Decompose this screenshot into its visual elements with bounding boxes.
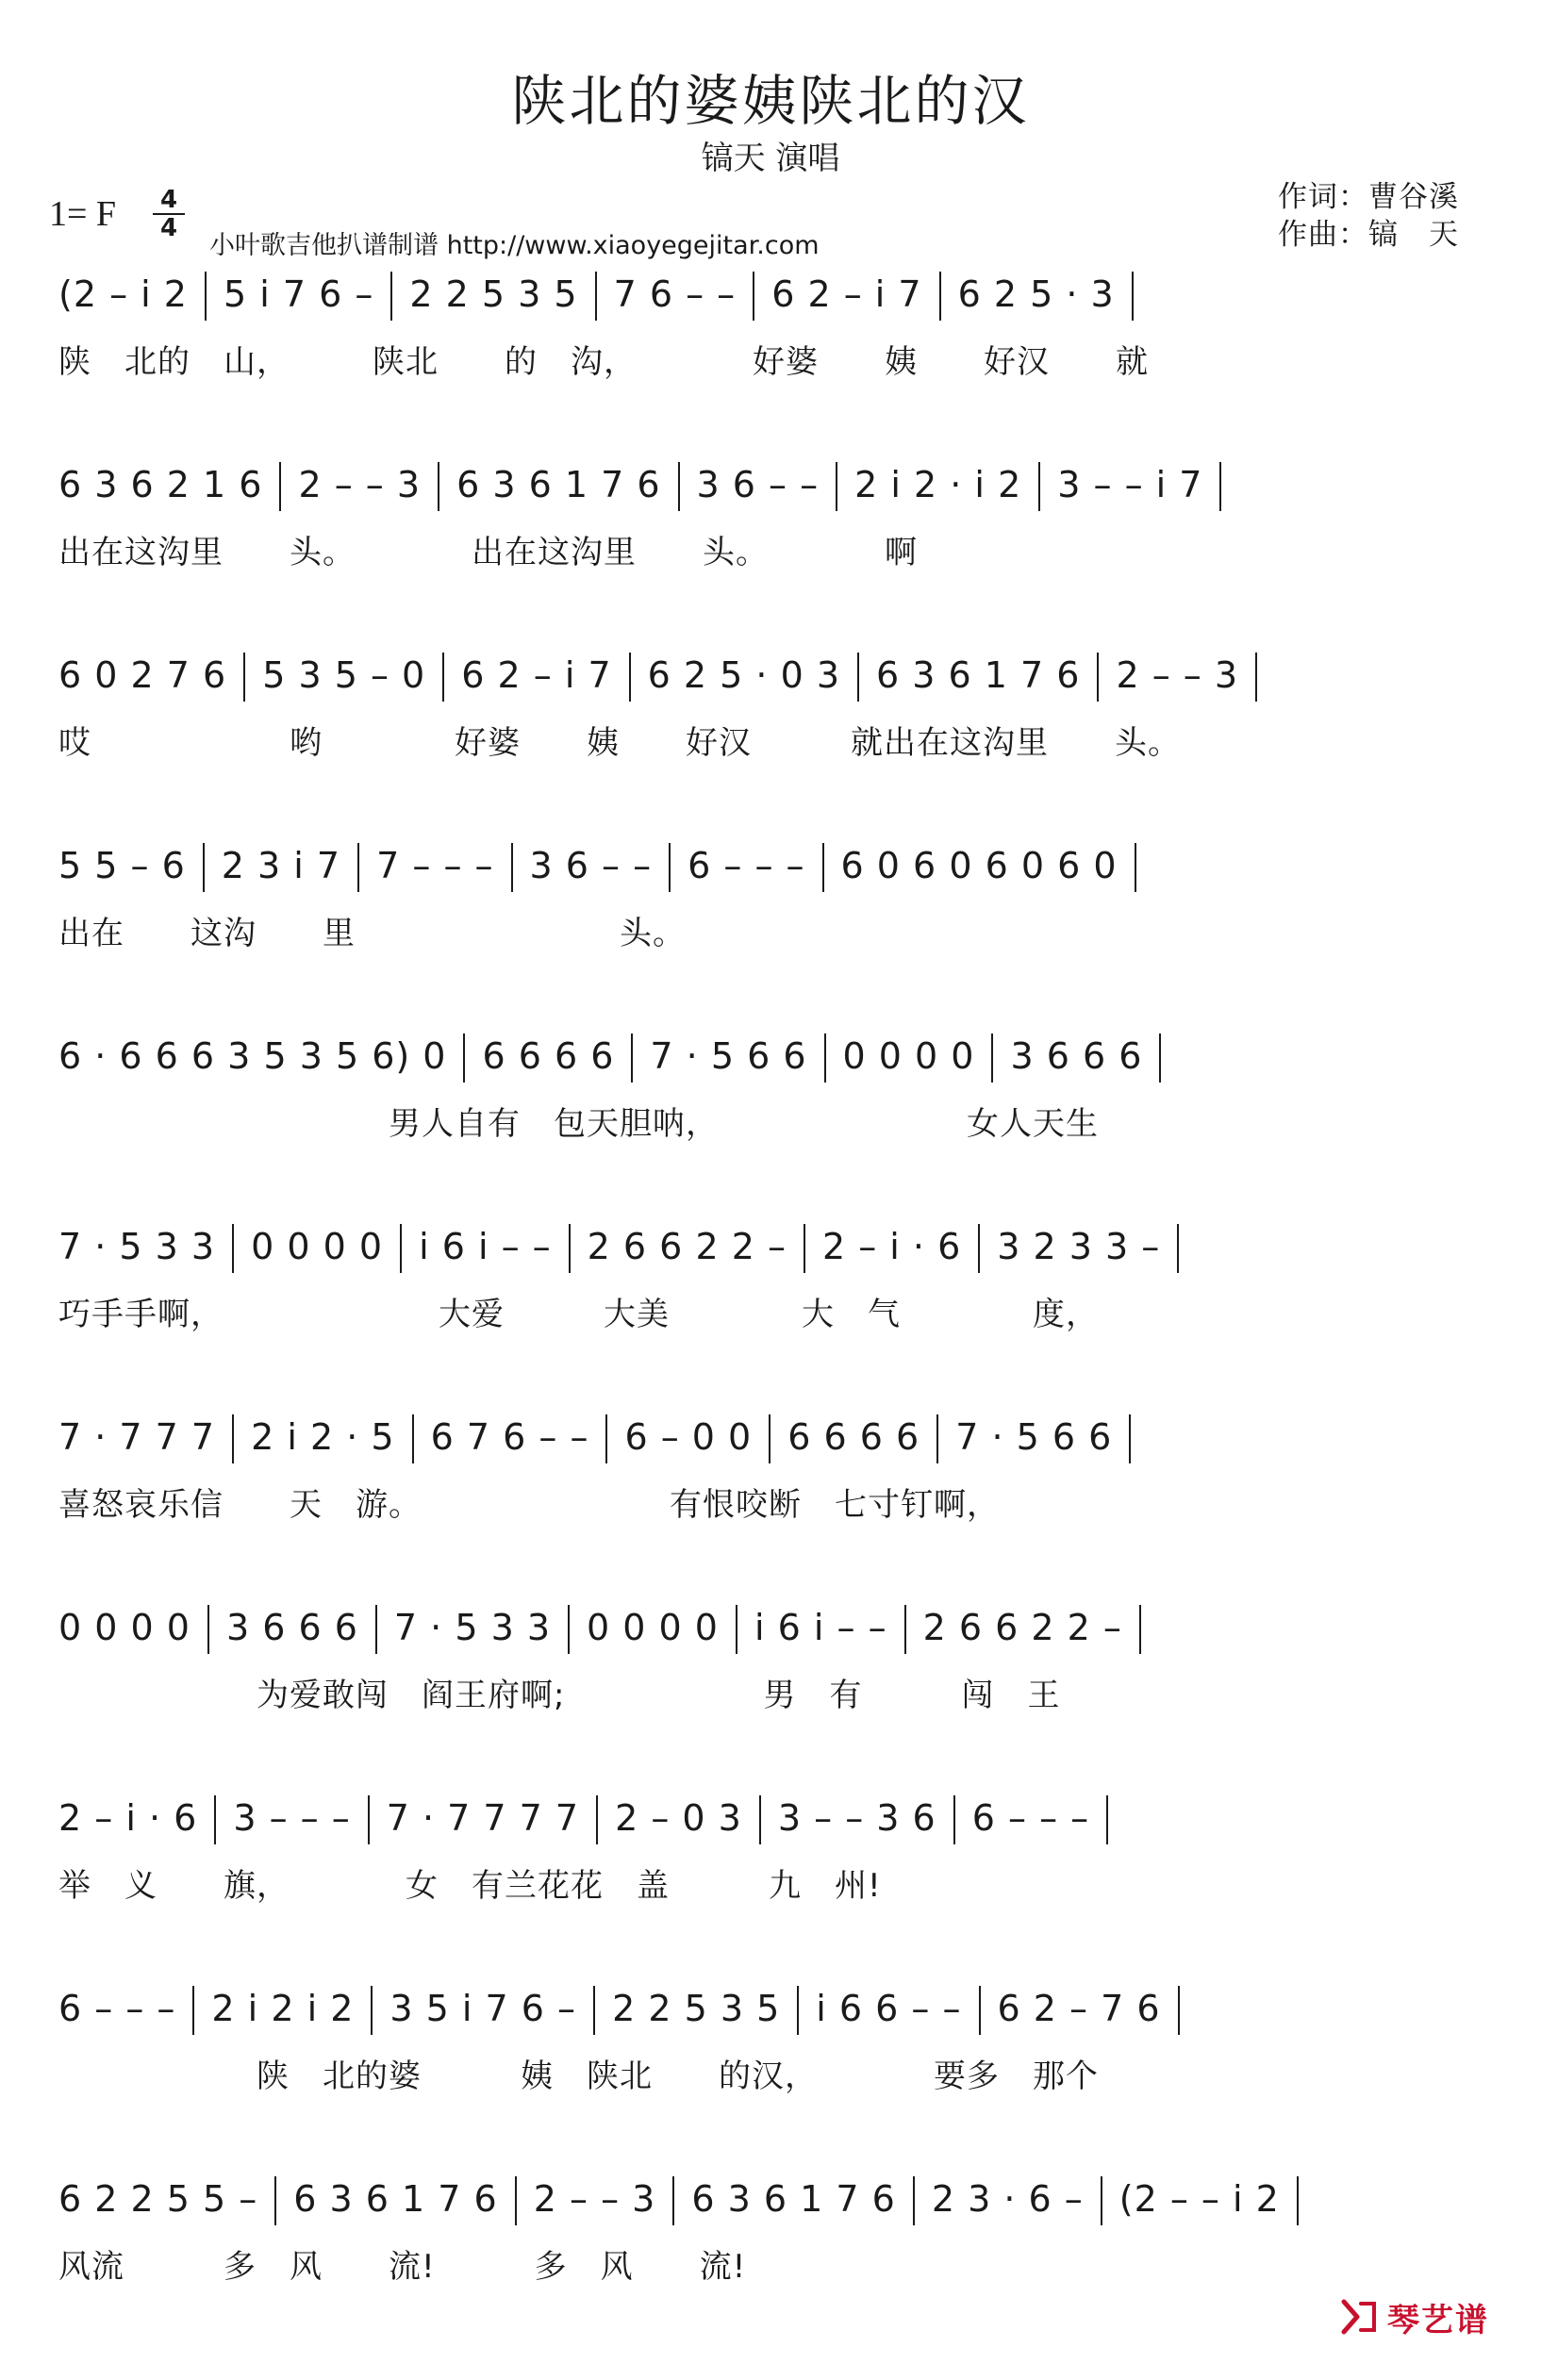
notation-row	[58, 1224, 1492, 1281]
measure: 2 – – 3	[1116, 653, 1239, 696]
barline	[904, 1605, 906, 1654]
notation-row	[58, 843, 1492, 900]
measure: 7 · 5 6 6	[955, 1415, 1113, 1458]
barline	[279, 462, 281, 511]
measure: 6 2 2 5 5 –	[58, 2177, 258, 2220]
barline	[207, 1605, 209, 1654]
barline	[390, 272, 392, 321]
lyrics-row: 出在 这沟 里 头。	[58, 915, 686, 952]
barline	[569, 1224, 571, 1273]
measure: 6 7 6 – –	[430, 1415, 589, 1458]
score-system	[58, 1967, 1492, 2108]
score-system	[58, 824, 1492, 966]
barline	[629, 653, 631, 702]
notation-row	[58, 1605, 1492, 1661]
notation-row	[58, 272, 1492, 328]
measure: 6 2 5 · 0 3	[647, 653, 840, 696]
measure: 6 – – –	[971, 1796, 1090, 1839]
barline	[759, 1795, 761, 1844]
barline	[400, 1224, 402, 1273]
barline	[371, 1986, 373, 2035]
measure: i 6 6 – –	[816, 1987, 962, 2029]
barline	[1129, 1414, 1131, 1463]
measure: 6 – 0 0	[624, 1415, 753, 1458]
barline	[1178, 1986, 1180, 2035]
measure: 3 – – 3 6	[777, 1796, 936, 1839]
measure: 6 6 6 6	[482, 1034, 615, 1077]
barline	[205, 272, 207, 321]
time-signature	[153, 187, 185, 241]
measure: 2 – i · 6	[821, 1225, 962, 1267]
measure: 6 2 – i 7	[461, 653, 612, 696]
key-signature: 1= F	[49, 194, 117, 234]
notation-row	[58, 1414, 1492, 1471]
measure: i 6 i – –	[754, 1606, 887, 1648]
measure: 6 3 6 1 7 6	[691, 2177, 896, 2220]
watermark	[1338, 2293, 1489, 2340]
score-system	[58, 1015, 1492, 1156]
measure: 5 i 7 6 –	[223, 273, 374, 315]
measure: 2 – i · 6	[58, 1796, 198, 1839]
lyricist-credit: 作词：曹谷溪	[1278, 180, 1459, 214]
lyrics-row: 出在这沟里 头。 出在这沟里 头。 啊	[58, 534, 918, 571]
measure: 2 – – 3	[298, 463, 422, 505]
measure: 2 6 6 2 2 –	[587, 1225, 787, 1267]
barline	[857, 653, 859, 702]
barline	[822, 843, 824, 892]
barline	[1106, 1795, 1108, 1844]
barline	[1219, 462, 1221, 511]
score-system	[58, 1396, 1492, 1537]
barline	[836, 462, 837, 511]
barline	[368, 1795, 370, 1844]
measure: 2 3 i 7	[221, 844, 341, 886]
measure: 6 3 6 1 7 6	[293, 2177, 498, 2220]
song-title: 陕北的婆姨陕北的汉	[511, 69, 1030, 133]
barline	[243, 653, 245, 702]
measure: 7 – – –	[376, 844, 494, 886]
barline	[678, 462, 680, 511]
barline	[192, 1986, 194, 2035]
barline	[1038, 462, 1040, 511]
measure: (2 – i 2	[58, 273, 188, 315]
barline	[953, 1795, 955, 1844]
source-credit: 小叶歌吉他扒谱制谱 http://www.xiaoyegejitar.com	[209, 231, 820, 260]
barline	[1132, 272, 1134, 321]
barline	[203, 843, 205, 892]
barline	[515, 2176, 517, 2225]
measure: 2 – 0 3	[615, 1796, 742, 1839]
score-system	[58, 634, 1492, 775]
measure: 6 0 2 7 6	[58, 653, 227, 696]
measure: 6 6 6 6	[787, 1415, 920, 1458]
measure: 2 – – 3	[533, 2177, 656, 2220]
measure: 6 3 6 1 7 6	[876, 653, 1081, 696]
lyrics-row: 巧手手啊， 大爱 大美 大 气 度，	[58, 1296, 1099, 1333]
barline	[1097, 653, 1099, 702]
barline	[1159, 1033, 1161, 1083]
score-system	[58, 253, 1492, 394]
notation-row	[58, 1033, 1492, 1090]
measure: (2 – – i 2	[1118, 2177, 1280, 2220]
notation-row	[58, 653, 1492, 709]
lyrics-row: 陕 北的婆 姨 陕北 的汉， 要多 那个	[58, 2058, 1099, 2095]
score-system	[58, 1777, 1492, 1918]
barline	[769, 1414, 770, 1463]
measure: 2 6 6 2 2 –	[922, 1606, 1122, 1648]
measure: 3 6 – –	[696, 463, 820, 505]
measure: 6 2 5 · 3	[957, 273, 1115, 315]
barline	[979, 1986, 981, 2035]
measure: 2 i 2 · i 2	[854, 463, 1022, 505]
measure: 5 3 5 – 0	[262, 653, 426, 696]
barline	[274, 2176, 276, 2225]
notation-row	[58, 2176, 1492, 2233]
barline	[1101, 2176, 1102, 2225]
measure: 3 2 3 3 –	[997, 1225, 1161, 1267]
barline	[672, 2176, 674, 2225]
barline	[631, 1033, 633, 1083]
notation-row	[58, 462, 1492, 519]
qinyipu-logo-icon	[1338, 2296, 1380, 2338]
barline	[939, 272, 941, 321]
lyrics-row: 喜怒哀乐信 天 游。 有恨咬断 七寸钉啊，	[58, 1486, 1000, 1524]
measure: 7 · 5 3 3	[393, 1606, 552, 1648]
measure: 2 2 5 3 5	[612, 1987, 781, 2029]
measure: 2 i 2 i 2	[211, 1987, 355, 2029]
lyrics-row: 举 义 旗， 女 有兰花花 盖 九 州!	[58, 1867, 882, 1905]
score-system	[58, 1586, 1492, 1727]
measure: 0 0 0 0	[58, 1606, 191, 1648]
barline	[232, 1224, 234, 1273]
measure: 6 – – –	[58, 1987, 176, 2029]
barline	[978, 1224, 980, 1273]
measure: 6 – – –	[688, 844, 805, 886]
measure: 0 0 0 0	[842, 1034, 975, 1077]
barline	[511, 843, 513, 892]
barline	[1139, 1605, 1141, 1654]
barline	[605, 1414, 607, 1463]
barline	[913, 2176, 915, 2225]
measure: 3 5 i 7 6 –	[389, 1987, 577, 2029]
barline	[412, 1414, 414, 1463]
score-system	[58, 443, 1492, 585]
barline	[1255, 653, 1257, 702]
barline	[463, 1033, 465, 1083]
measure: 7 · 5 3 3	[58, 1225, 216, 1267]
time-denominator: 4	[153, 213, 185, 241]
performer-line: 镐天 演唱	[701, 140, 840, 177]
barline	[438, 462, 439, 511]
barline	[232, 1414, 234, 1463]
composer-credit: 作曲：镐 天	[1278, 218, 1459, 252]
barline	[936, 1414, 938, 1463]
measure: 6 3 6 1 7 6	[456, 463, 661, 505]
measure: 5 5 – 6	[58, 844, 186, 886]
score-system	[58, 2157, 1492, 2299]
measure: 7 · 7 7 7 7	[386, 1796, 580, 1839]
barline	[568, 1605, 570, 1654]
measure: 0 0 0 0	[251, 1225, 384, 1267]
measure: 7 · 5 6 6	[650, 1034, 807, 1077]
barline	[214, 1795, 216, 1844]
barline	[991, 1033, 993, 1083]
measure: 6 0 6 0 6 0 6 0	[840, 844, 1118, 886]
lyrics-row: 哎 哟 好婆 姨 好汉 就出在这沟里 头。	[58, 724, 1181, 762]
score-system	[58, 1205, 1492, 1347]
barline	[593, 1986, 595, 2035]
notation-row	[58, 1986, 1492, 2042]
measure: 6 · 6 6 6 3 5 3 5 6) 0	[58, 1034, 447, 1077]
lyrics-row: 男人自有 包天胆呐， 女人天生	[58, 1105, 1099, 1143]
barline	[736, 1605, 737, 1654]
barline	[596, 1795, 598, 1844]
measure: i 6 i – –	[419, 1225, 552, 1267]
measure: 6 2 – 7 6	[997, 1987, 1161, 2029]
measure: 2 i 2 · 5	[251, 1415, 395, 1458]
measure: 2 3 · 6 –	[931, 2177, 1084, 2220]
watermark-text: 琴艺谱	[1387, 2301, 1489, 2339]
measure: 7 6 – –	[613, 273, 737, 315]
lyrics-row: 为爱敢闯 阎王府啊; 男 有 闯 王	[58, 1677, 1061, 1714]
measure: 3 6 6 6	[225, 1606, 358, 1648]
barline	[442, 653, 444, 702]
measure: 3 – – –	[233, 1796, 351, 1839]
measure: 3 6 – –	[529, 844, 653, 886]
time-numerator: 4	[159, 186, 178, 214]
lyrics-row: 陕 北的 山， 陕北 的 沟， 好婆 姨 好汉 就	[58, 343, 1149, 381]
notation-row	[58, 1795, 1492, 1852]
measure: 6 2 – i 7	[771, 273, 922, 315]
measure: 6 3 6 2 1 6	[58, 463, 263, 505]
barline	[824, 1033, 826, 1083]
barline	[1177, 1224, 1179, 1273]
barline	[375, 1605, 377, 1654]
measure: 3 – – i 7	[1057, 463, 1203, 505]
barline	[669, 843, 671, 892]
barline	[357, 843, 359, 892]
measure: 0 0 0 0	[587, 1606, 719, 1648]
lyrics-row: 风流 多 风 流! 多 风 流!	[58, 2248, 747, 2286]
measure: 3 6 6 6	[1010, 1034, 1143, 1077]
barline	[1297, 2176, 1299, 2225]
barline	[1135, 843, 1136, 892]
barline	[797, 1986, 799, 2035]
measure: 7 · 7 7 7	[58, 1415, 216, 1458]
measure: 2 2 5 3 5	[409, 273, 578, 315]
barline	[753, 272, 754, 321]
barline	[804, 1224, 805, 1273]
barline	[595, 272, 597, 321]
